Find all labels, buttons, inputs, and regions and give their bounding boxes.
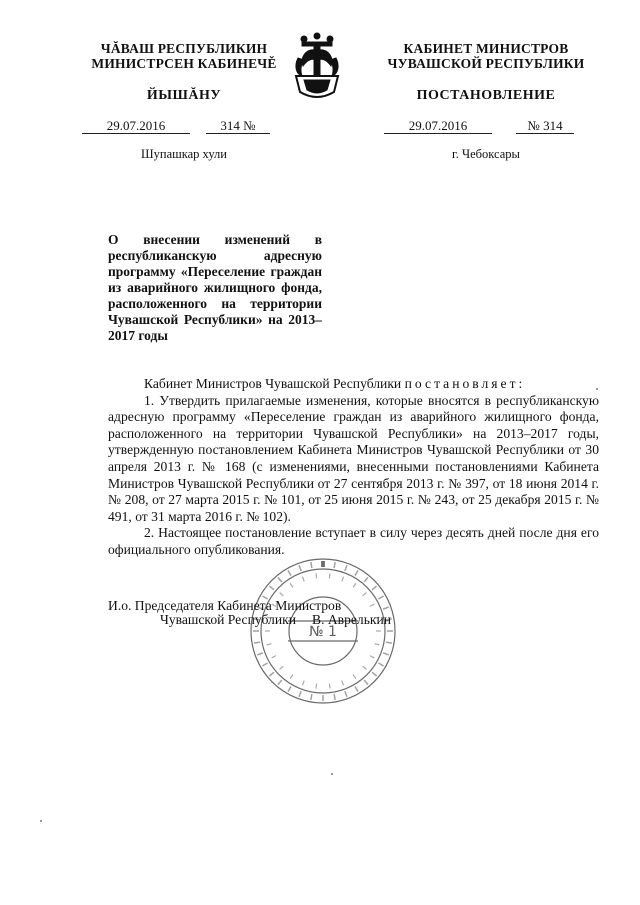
scan-speck bbox=[331, 773, 333, 775]
stamp-inner-mark bbox=[329, 573, 330, 578]
stamp-ring-mark bbox=[269, 672, 274, 676]
stamp-inner-mark bbox=[302, 681, 304, 686]
document-title: О внесении изменений в республиканскую адресную программу «Переселение граждан из аварийного жилищного фонда, расположенного на территории Чувашской Республики» на 2013–2017 годы bbox=[108, 232, 322, 343]
stamp-inner-mark bbox=[272, 656, 276, 658]
stamp-ring-mark bbox=[299, 565, 301, 571]
stamp-ring-mark bbox=[311, 562, 312, 568]
stamp-ring-mark bbox=[269, 586, 274, 590]
stamp-inner-mark bbox=[290, 583, 293, 587]
stamp-ring-mark bbox=[355, 570, 358, 575]
header-left-block bbox=[70, 41, 298, 71]
header-right-line1: КАБИНЕТ МИНИСТРОВ bbox=[403, 41, 569, 56]
left-date: 29.07.2016 bbox=[82, 118, 190, 134]
stamp-ring-mark bbox=[334, 562, 335, 568]
stamp-ring-mark bbox=[288, 686, 291, 691]
stamp-ring-mark bbox=[364, 577, 368, 582]
intro-line bbox=[108, 376, 599, 393]
document-body bbox=[108, 376, 599, 559]
stamp-ring-mark bbox=[378, 663, 383, 666]
stamp-number: № 1 bbox=[309, 624, 337, 640]
stamp-ring-mark bbox=[383, 607, 389, 609]
coat-of-arms-emblem bbox=[290, 32, 344, 102]
stamp-ring-mark bbox=[257, 653, 263, 655]
stamp-ring-mark bbox=[278, 680, 282, 685]
paragraph-1: 1. Утвердить прилагаемые изменения, которые вносятся в республиканскую адресную программу «Переселение граждан из аварийного жилищного фонда, расположенного на территории Чувашской Республики» на 2013–2017 годы, утвержденную постановлением Кабинета Министров Чувашской Республики от 30 апреля 2013 г. № 168 (с изменениями, внесенными постановлениями Кабинета Министров Чувашской Республики от 27 сентября 2013 г. № 397, от 18 июня 2014 г. № 208, от 27 марта 2015 г. № 101, от 25 июня 2015 г. № 243, от 25 декабря 2015 г. № 491, от 31 марта 2016 г. № 102). bbox=[108, 392, 599, 524]
stamp-ring-mark bbox=[372, 586, 377, 590]
stamp-inner-mark bbox=[267, 644, 272, 645]
stamp-inner-mark bbox=[370, 604, 374, 606]
stamp-inner-mark bbox=[280, 666, 284, 669]
stamp-ring-mark bbox=[278, 577, 282, 582]
stamp-inner-mark bbox=[370, 656, 374, 658]
doc-type-left: ЙЫШĂНУ bbox=[146, 88, 222, 103]
scan-speck bbox=[596, 388, 598, 390]
right-place: г. Чебоксары bbox=[452, 147, 520, 161]
stamp-inner-mark bbox=[363, 593, 367, 596]
stamp-inner-mark bbox=[280, 593, 284, 596]
stamp-ring-mark bbox=[345, 691, 347, 697]
scan-speck bbox=[40, 820, 42, 822]
stamp-ring-mark bbox=[254, 642, 260, 643]
stamp-ring-mark bbox=[288, 570, 291, 575]
stamp-inner-mark bbox=[374, 644, 379, 645]
right-date: 29.07.2016 bbox=[384, 118, 492, 134]
stamp-inner-mark bbox=[363, 666, 367, 669]
stamp-ring-mark bbox=[386, 642, 392, 643]
intro-verb: постановляет: bbox=[404, 376, 526, 391]
stamp-ring-mark bbox=[383, 653, 389, 655]
stamp-inner-mark bbox=[353, 675, 356, 679]
header-left-line2: МИНИСТРСЕН КАБИНЕЧĚ bbox=[91, 56, 277, 71]
stamp-ring-mark bbox=[311, 694, 312, 700]
header-right-line2: ЧУВАШСКОЙ РЕСПУБЛИКИ bbox=[387, 56, 585, 71]
stamp-ring-mark bbox=[345, 565, 347, 571]
signatory-name: В. Аврелькин bbox=[312, 612, 392, 627]
intro-prefix: Кабинет Министров Чувашской Республики bbox=[144, 376, 402, 391]
left-place: Шупашкар хули bbox=[141, 147, 227, 161]
stamp-ring-mark bbox=[355, 686, 358, 691]
stamp-ring-mark bbox=[372, 672, 377, 676]
stamp-inner-mark bbox=[342, 681, 344, 686]
stamp-inner-mark bbox=[316, 573, 317, 578]
stamp-inner-mark bbox=[290, 675, 293, 679]
stamp-ring-mark bbox=[378, 596, 383, 599]
paragraph-2: 2. Настоящее постановление вступает в силу через десять дней после дня его официального опубликования. bbox=[108, 525, 599, 557]
stamp-inner-mark bbox=[316, 684, 317, 689]
stamp-inner-mark bbox=[302, 577, 304, 582]
stamp-ring-mark bbox=[334, 694, 335, 700]
header-left-line1: ЧĂВАШ РЕСПУБЛИКИН bbox=[100, 41, 268, 56]
stamp-inner-mark bbox=[329, 684, 330, 689]
doc-type-right: ПОСТАНОВЛЕНИЕ bbox=[416, 88, 556, 103]
header-right-block bbox=[372, 41, 600, 71]
stamp-ring-mark bbox=[299, 691, 301, 697]
official-stamp bbox=[248, 556, 398, 706]
signature-line1: И.о. Председателя Кабинета Министров bbox=[108, 598, 342, 613]
stamp-inner-mark bbox=[342, 577, 344, 582]
stamp-ring-mark bbox=[364, 680, 368, 685]
stamp-inner-mark bbox=[353, 583, 356, 587]
signature-line2: Чувашской Республики bbox=[160, 612, 296, 627]
right-number: № 314 bbox=[516, 118, 574, 134]
stamp-ring-mark bbox=[262, 663, 267, 666]
left-number: 314 № bbox=[206, 118, 270, 134]
